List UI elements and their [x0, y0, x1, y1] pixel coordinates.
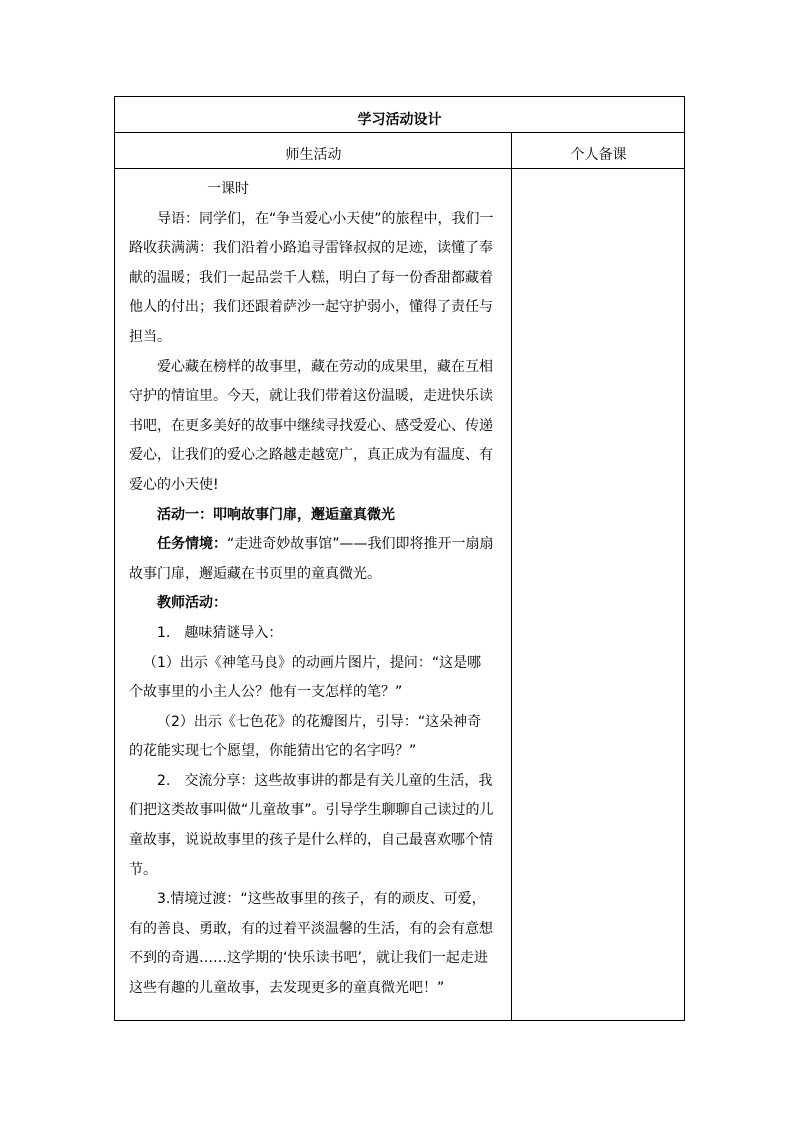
step-3: 3.情境过渡：“这些故事里的孩子，有的顽皮、可爱，有的善良、勇敢，有的过着平淡温馨的生活，有的会有意想不到的奇遇……这学期的‘快乐读书吧’，就让我们一起走进这些有趣的儿童故事，去发现更多的童真微光吧！”	[129, 891, 493, 997]
session-label: 一课时	[207, 181, 249, 197]
column-header-activities: 师生活动	[285, 146, 342, 163]
step-1: 1. 趣味猜谜导入：	[157, 624, 283, 641]
teacher-activity-label: 教师活动：	[157, 595, 227, 612]
activities-cell	[115, 169, 511, 1020]
activity-heading: 活动一：叩响故事门扉，邂逅童真微光	[157, 506, 395, 523]
step-2: 2. 交流分享：这些故事讲的都是有关儿童的生活，我们把这类故事叫做“儿童故事”。引导学生聊聊自己读过的儿童故事，说说故事里的孩子是什么样的，自己最喜欢哪个情节。	[129, 772, 494, 878]
step-1-2: （2）出示《七色花》的花瓣图片，引导：“这朵神奇的花能实现七个愿望，你能猜出它的名字吗？”	[129, 713, 482, 760]
table-title: 学习活动设计	[115, 97, 684, 133]
intro-paragraph: 导语：同学们，在“争当爱心小天使”的旅程中，我们一路收获满满：我们沿着小路追寻雷锋叔叔的足迹，读懂了奉献的温暖；我们一起品尝千人糕，明白了每一份香甜都藏着他人的付出；我们还跟着萨沙一起守护弱小，懂得了责任与担当。	[129, 210, 494, 345]
notes-cell[interactable]	[512, 169, 684, 1020]
column-header-notes: 个人备课	[570, 146, 627, 163]
intro-paragraph-2: 爱心藏在榜样的故事里，藏在劳动的成果里，藏在互相守护的情谊里。今天，就让我们带着这份温暖，走进快乐读书吧，在更多美好的故事中继续寻找爱心、感受爱心、传递爱心，让我们的爱心之路越走越宽广，真正成为有温度、有爱心的小天使!	[129, 358, 493, 493]
table-header-row	[115, 133, 684, 169]
lesson-table	[114, 96, 685, 1021]
step-1-1: （1）出示《神笔马良》的动画片图片，提问：“这是哪个故事里的小主人公？他有一支怎样的笔？”	[129, 654, 482, 701]
task-context: 任务情境：“走进奇妙故事馆”——我们即将推开一扇扇故事门扉，邂逅藏在书页里的童真微光。	[129, 536, 494, 582]
